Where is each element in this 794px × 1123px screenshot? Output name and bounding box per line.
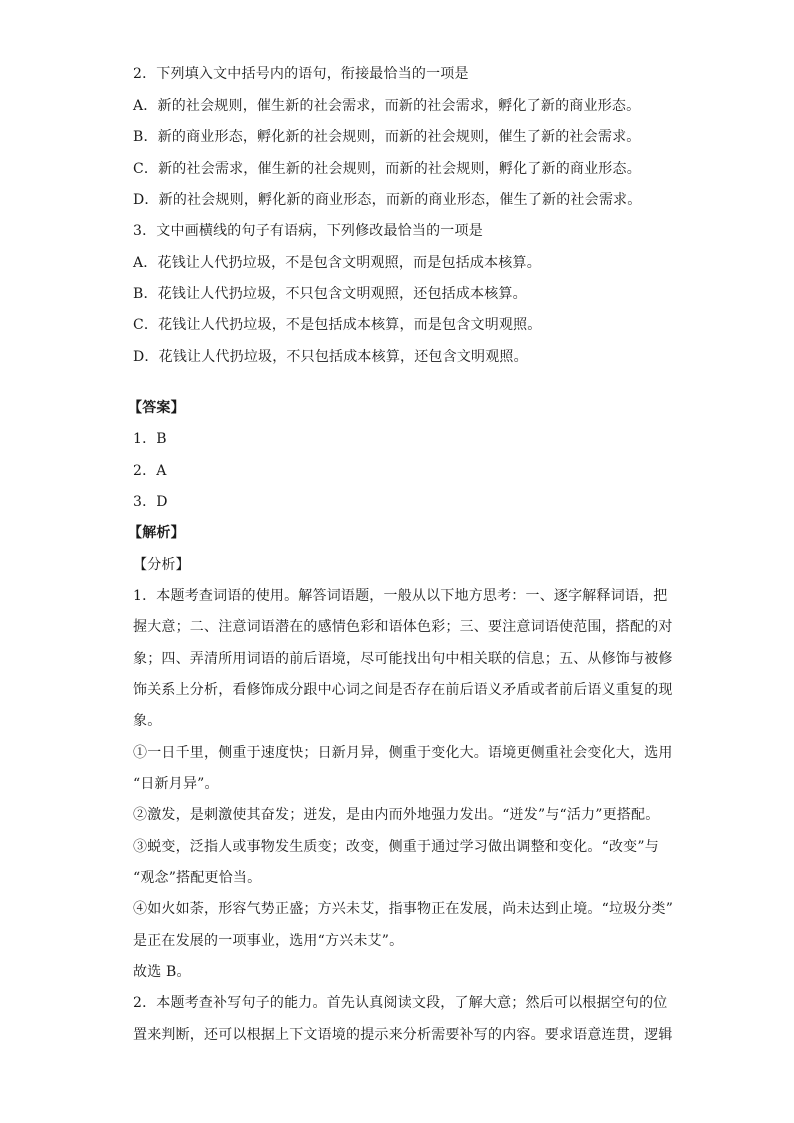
question-3-option-c: C．花钱让人代扔垃圾，不是包括成本核算，而是包含文明观照。 [133, 317, 542, 333]
analysis-line: 2．本题考查补写句子的能力。首先认真阅读文段，了解大意；然后可以根据空句的位 [133, 995, 668, 1011]
analysis-heading: 【解析】 [128, 525, 185, 541]
question-3-stem: 3．文中画横线的句子有语病，下列修改最恰当的一项是 [133, 223, 483, 239]
answer-item: 1．B [133, 431, 167, 447]
question-3-option-a: A．花钱让人代扔垃圾，不是包含文明观照，而是包括成本核算。 [133, 255, 541, 271]
question-3-option-b: B．花钱让人代扔垃圾，不只包含文明观照，还包括成本核算。 [133, 286, 527, 302]
answer-item: 2．A [133, 463, 167, 479]
analysis-line: 饰关系上分析，看修饰成分跟中心词之间是否存在前后语义矛盾或者前后语义重复的现 [133, 682, 673, 698]
question-2-stem: 2．下列填入文中括号内的语句，衔接最恰当的一项是 [133, 66, 469, 82]
analysis-line: 象。 [133, 713, 162, 729]
analysis-line: 置来判断，还可以根据上下文语境的提示来分析需要补写的内容。要求语意连贯，逻辑 [133, 1027, 673, 1043]
analysis-line: 象；四、弄清所用词语的前后语境，尽可能找出句中相关联的信息；五、从修饰与被修 [133, 651, 673, 667]
analysis-line: 是正在发展的一项事业，选用“方兴未艾”。 [133, 933, 404, 949]
analysis-line: ③蜕变，泛指人或事物发生质变；改变，侧重于通过学习做出调整和变化。“改变”与 [133, 839, 659, 855]
analysis-line: “观念”搭配更恰当。 [133, 870, 262, 886]
answer-item: 3．D [133, 494, 168, 510]
question-2-option-c: C．新的社会需求，催生新的社会规则，而新的社会规则，孵化了新的商业形态。 [133, 161, 641, 177]
analysis-line: ④如火如荼，形容气势正盛；方兴未艾，指事物正在发展，尚未达到止境。“垃圾分类” [133, 901, 674, 917]
question-2-option-a: A．新的社会规则，催生新的社会需求，而新的社会需求，孵化了新的商业形态。 [133, 98, 641, 114]
analysis-line: “日新月异”。 [133, 776, 219, 792]
question-3-option-d: D．花钱让人代扔垃圾，不只包括成本核算，还包含文明观照。 [133, 349, 528, 365]
analysis-line: 握大意；二、注意词语潜在的感情色彩和语体色彩；三、要注意词语使范围，搭配的对 [133, 619, 673, 635]
subanalysis-heading: 【分析】 [133, 557, 190, 573]
analysis-line: ①一日千里，侧重于速度快；日新月异，侧重于变化大。语境更侧重社会变化大，选用 [133, 745, 673, 761]
analysis-line: ②激发，是刺激使其奋发；迸发，是由内而外地强力发出。“迸发”与“活力”更搭配。 [133, 807, 660, 823]
question-2-option-b: B．新的商业形态，孵化新的社会规则，而新的社会规则，催生了新的社会需求。 [133, 129, 641, 145]
question-2-option-d: D．新的社会规则，孵化新的商业形态，而新的商业形态，催生了新的社会需求。 [133, 192, 642, 208]
analysis-line: 1．本题考查词语的使用。解答词语题，一般从以下地方思考：一、逐字解释词语，把 [133, 588, 668, 604]
analysis-line: 故选 B。 [133, 964, 191, 980]
answer-heading: 【答案】 [128, 400, 185, 416]
